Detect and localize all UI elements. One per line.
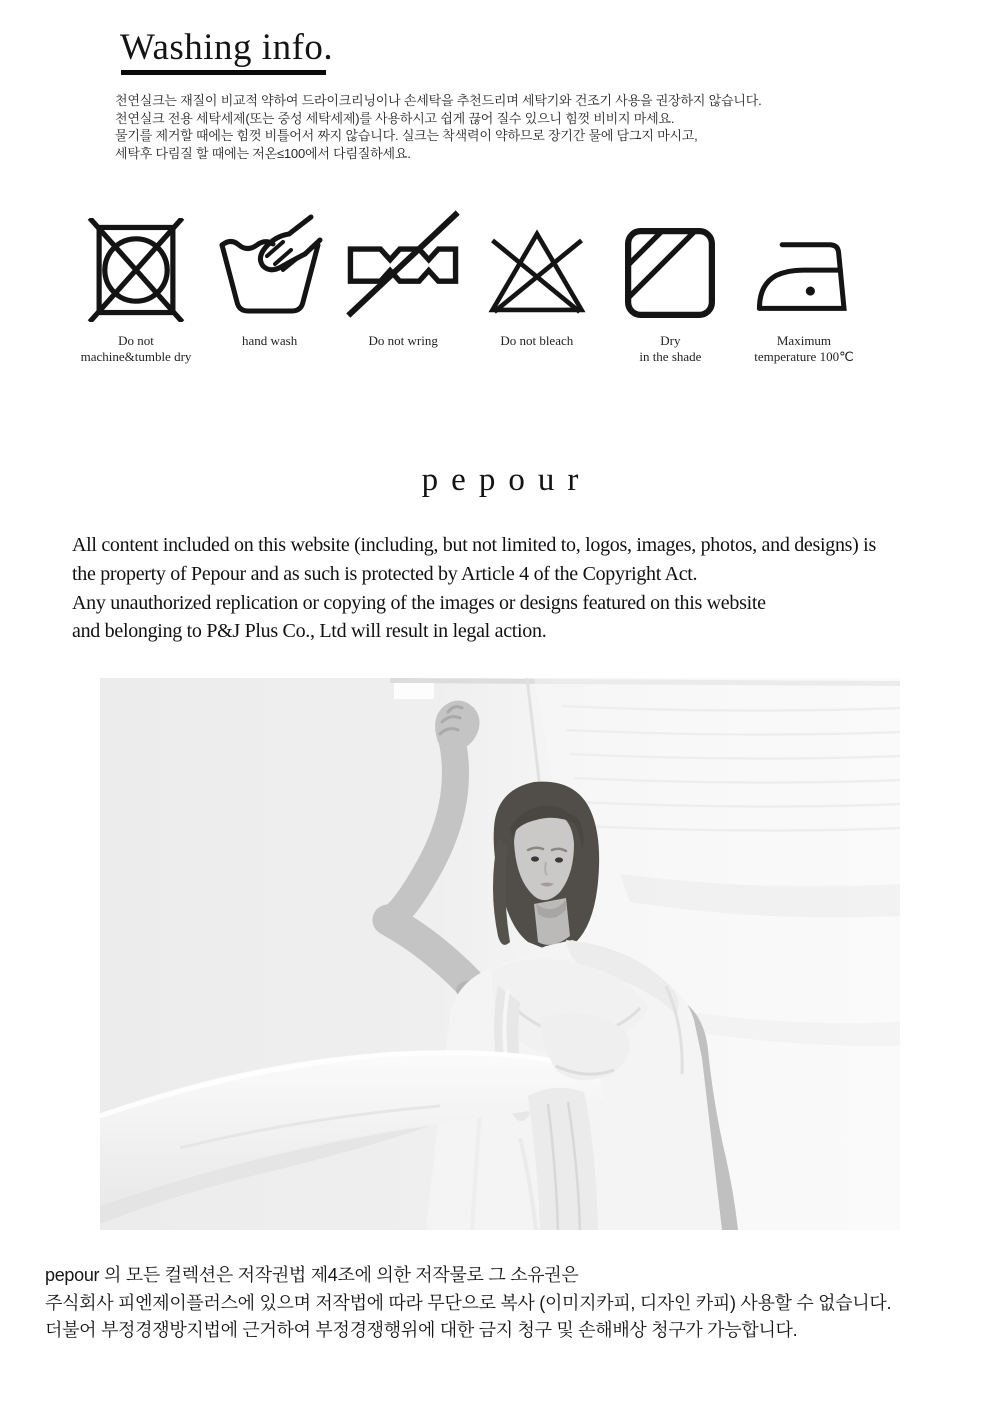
page-title: Washing info. bbox=[120, 27, 334, 68]
care-symbol-iron bbox=[738, 206, 870, 365]
copyright-en-line: the property of Pepour and as such is protected by Article 4 of the Copyright Act. bbox=[72, 562, 698, 585]
copyright-kr-line: 주식회사 피엔제이플러스에 있으며 저작법에 따라 무단으로 복사 (이미지카피, 디자인 카피) 사용할 수 없습니다. bbox=[45, 1292, 892, 1313]
care-symbol-label: Do not machine&tumble dry bbox=[80, 333, 192, 364]
copyright-kr-line: pepour 의 모든 컬렉션은 저작권법 제4조에 의한 저작물로 그 소유권은 bbox=[45, 1265, 579, 1285]
hand-wash-icon bbox=[215, 206, 325, 322]
care-symbol-label: Do not bleach bbox=[500, 333, 574, 348]
iron-max-temp-icon bbox=[754, 206, 854, 322]
copyright-notice-kr bbox=[45, 1262, 995, 1345]
dry-in-shade-icon bbox=[621, 206, 719, 322]
care-note-line: 천연실크 전용 세탁세제(또는 중성 세탁세제)를 사용하시고 쉽게 끊어 질수 있으니 힘껏 비비지 마세요. bbox=[115, 110, 675, 126]
product-photo bbox=[100, 678, 900, 1230]
care-symbol-label: Dry in the shade bbox=[639, 333, 702, 364]
care-symbol-dry-shade bbox=[604, 206, 736, 365]
title-underline bbox=[121, 70, 326, 75]
do-not-machine-tumble-dry-icon bbox=[84, 206, 188, 322]
brand-logo-text: pepour bbox=[421, 462, 592, 498]
care-symbol-wring bbox=[337, 206, 469, 349]
care-symbol-label: hand wash bbox=[241, 333, 298, 348]
care-symbol-machine-dry bbox=[70, 206, 202, 365]
model-photo-illustration bbox=[100, 678, 900, 1230]
care-symbols-row bbox=[70, 206, 870, 371]
copyright-en-line: All content included on this website (including, but not limited to, logos, images, photos, and designs) is bbox=[72, 534, 876, 556]
do-not-bleach-icon bbox=[486, 206, 588, 322]
care-symbol-bleach bbox=[471, 206, 603, 349]
copyright-kr-line: 더불어 부정경쟁방지법에 근거하여 부정경쟁행위에 대한 금지 청구 및 손해배상 청구가 가능합니다. bbox=[45, 1320, 798, 1340]
care-instructions-kr bbox=[115, 92, 895, 162]
copyright-en-line: and belonging to P&J Plus Co., Ltd will result in legal action. bbox=[72, 620, 547, 643]
care-note-line: 세탁후 다림질 할 때에는 저온≤100에서 다림질하세요. bbox=[115, 145, 411, 161]
care-symbol-hand-wash bbox=[204, 206, 336, 349]
copyright-en-line: Any unauthorized replication or copying of the images or designs featured on this website bbox=[72, 591, 766, 614]
care-symbol-label: Do not wring bbox=[368, 333, 438, 348]
copyright-notice-en bbox=[72, 531, 992, 646]
care-symbol-label: Maximum temperature 100℃ bbox=[754, 333, 854, 364]
do-not-wring-icon bbox=[344, 206, 462, 322]
care-note-line: 천연실크는 재질이 비교적 약하여 드라이크리닝이나 손세탁을 추천드리며 세탁기와 건조기 사용을 권장하지 않습니다. bbox=[115, 93, 762, 108]
care-note-line: 물기를 제거할 때에는 힘껏 비틀어서 짜지 않습니다. 실크는 착색력이 약하므로 장기간 물에 담그지 마시고, bbox=[115, 128, 698, 143]
